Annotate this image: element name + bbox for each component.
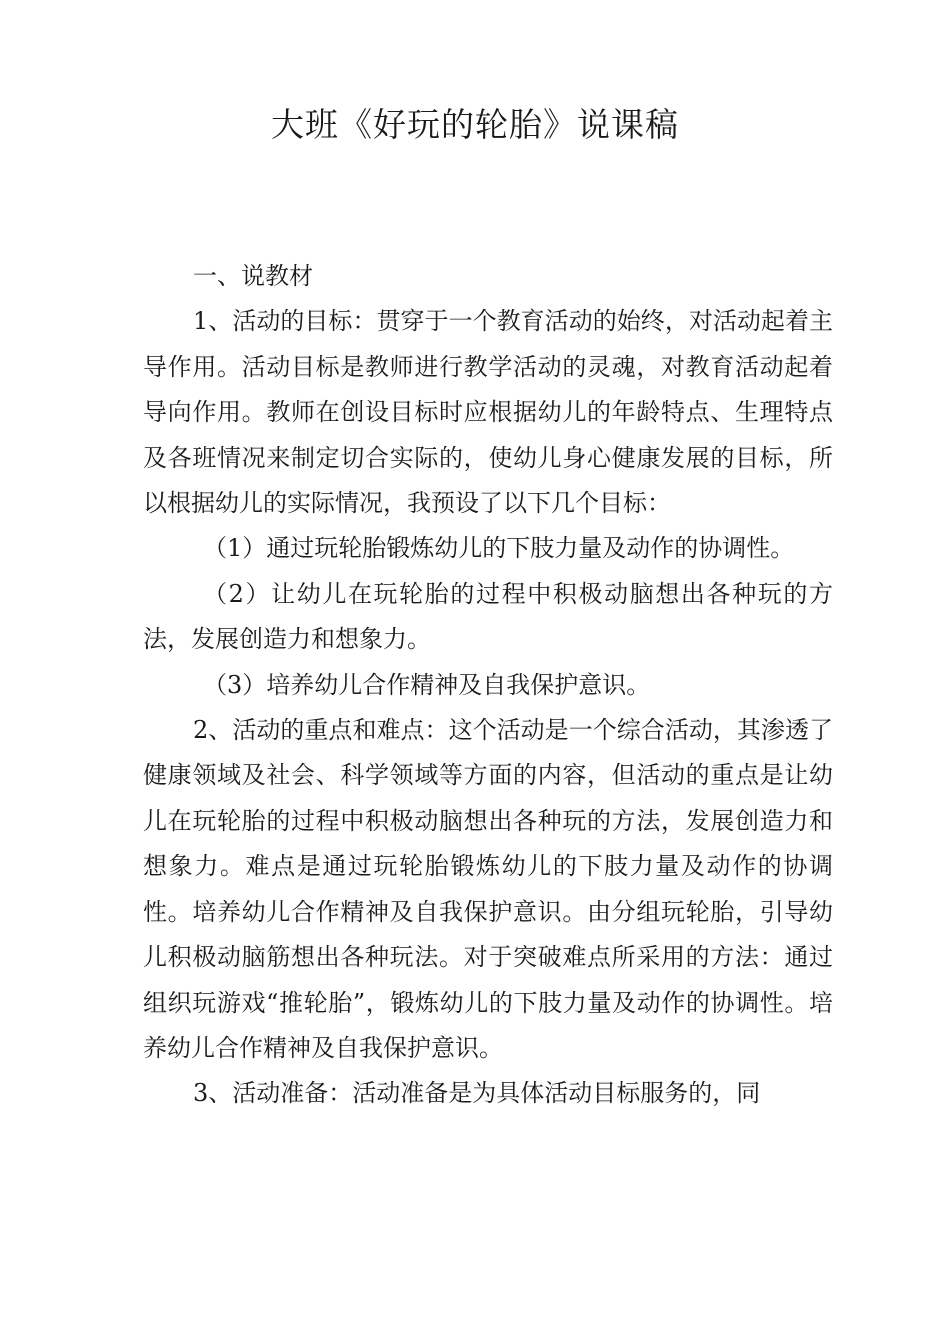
goal-item-3: （3）培养幼儿合作精神及自我保护意识。: [203, 670, 651, 699]
goal-item-2: （2）让幼儿在玩轮胎的过程中积极动脑想出各种玩的方法，发展创造力和想象力。: [143, 579, 833, 654]
section-heading: 一、说教材: [193, 262, 313, 290]
document-body: [143, 254, 833, 1117]
goal-item-1: （1）通过玩轮胎锻炼幼儿的下肢力量及动作的协调性。: [203, 534, 795, 563]
paragraph-preparation: 3、活动准备：活动准备是为具体活动目标服务的，同: [193, 1079, 761, 1108]
paragraph-goals: 1、活动的目标：贯穿于一个教育活动的始终，对活动起着主导作用。活动目标是教师进行教学活动的灵魂，对教育活动起着导向作用。教师在创设目标时应根据幼儿的年龄特点、生理特点及各班情况来制定切合实际的，使幼儿身心健康发展的目标，所以根据幼儿的实际情况，我预设了以下几个目标：: [143, 307, 833, 518]
document-title: 大班《好玩的轮胎》说课稿: [271, 105, 679, 144]
paragraph-key-points: 2、活动的重点和难点：这个活动是一个综合活动，其渗透了健康领域及社会、科学领域等方面的内容，但活动的重点是让幼儿在玩轮胎的过程中积极动脑想出各种玩的方法，发展创造力和想象力。难点是通过玩轮胎锻炼幼儿的下肢力量及动作的协调性。培养幼儿合作精神及自我保护意识。由分组玩轮胎，引导幼儿积极动脑筋想出各种玩法。对于突破难点所采用的方法：通过组织玩游戏“推轮胎”，锻炼幼儿的下肢力量及动作的协调性。培养幼儿合作精神及自我保护意识。: [143, 716, 833, 1062]
